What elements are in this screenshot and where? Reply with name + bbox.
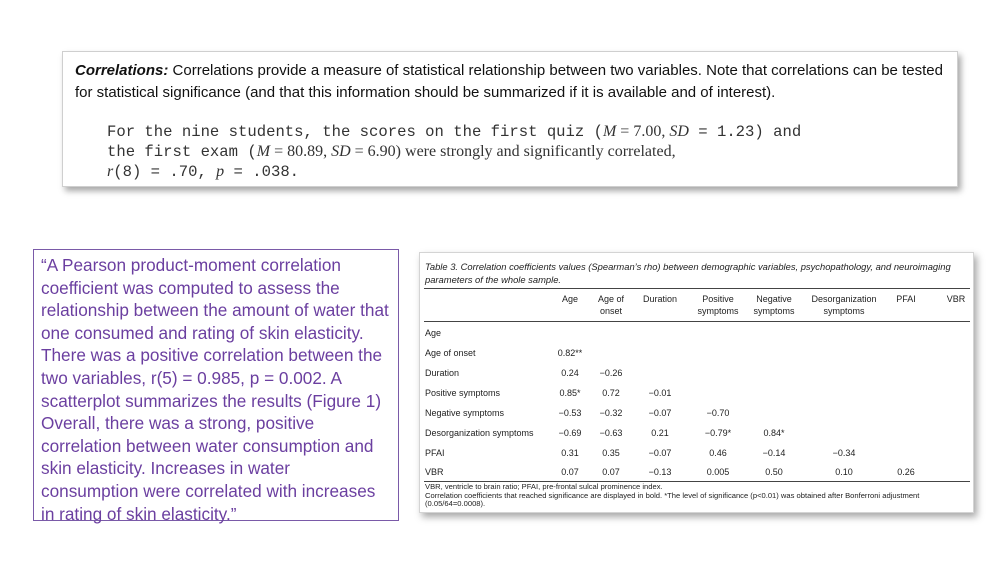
table-cell: 0.26 (897, 467, 915, 477)
table-cell: 0.84* (763, 428, 785, 438)
table-row-label: Negative symptoms (425, 408, 505, 418)
table-header-6: PFAI (896, 294, 916, 304)
table-footnote-abbrev: VBR, ventricle to brain ratio; PFAI, pre-frontal sulcal prominence index. (425, 482, 663, 491)
table-cell: −0.32 (599, 408, 623, 418)
table-cell: 0.005 (706, 467, 730, 477)
table-cell: −0.70 (706, 408, 730, 418)
table-cell: −0.79* (704, 428, 732, 438)
table-cell: −0.14 (762, 448, 786, 458)
table-cell: 0.46 (709, 448, 727, 458)
table-cell: −0.07 (648, 408, 672, 418)
table-cell: −0.69 (558, 428, 582, 438)
example-line-3: r(8) = .70, p = .038. (107, 163, 300, 181)
table-cell: −0.53 (558, 408, 582, 418)
table-row-label: Age of onset (425, 348, 476, 358)
table-cell: −0.63 (599, 428, 623, 438)
table-footnote-significance: Correlation coefficients that reached significance are displayed in bold. *The level of significance (p<0.01) was obtained after Bonferroni adjustment (425, 490, 920, 500)
table-row-label: VBR (425, 467, 444, 477)
table-cell: 0.24 (561, 368, 579, 378)
table-cell: 0.72 (602, 388, 620, 398)
table-cell: 0.35 (602, 448, 620, 458)
table-cell: 0.07 (561, 467, 579, 477)
table-cell: 0.10 (835, 467, 853, 477)
table-header-5: Desorganization symptoms (811, 294, 877, 316)
table-cell: 0.31 (561, 448, 579, 458)
table-cell: −0.13 (648, 467, 672, 477)
table-cell: −0.07 (648, 448, 672, 458)
apa-example-sentence (107, 122, 947, 182)
table-row-label: Positive symptoms (425, 388, 501, 398)
table-header-7: VBR (946, 294, 966, 304)
table-header-3: Positive symptoms (697, 294, 739, 316)
table-cell: −0.34 (832, 448, 856, 458)
table-caption: Table 3. Correlation coefficients values (Spearman’s rho) between demographic variables, psychopathology, and neuroimaging parameters of the whole sample. (425, 261, 951, 285)
table-cell: 0.07 (602, 467, 620, 477)
table-footnote-bonferroni: (0.05/64=0.0008). (425, 499, 486, 508)
table-top-rule (424, 288, 970, 289)
table-row-label: Desorganization symptoms (425, 428, 534, 438)
table-header-1: Age of onset (597, 294, 625, 316)
table-cell: 0.85* (559, 388, 581, 398)
table-cell: 0.50 (765, 467, 783, 477)
correlation-table (419, 252, 974, 513)
table-row-label: Duration (425, 368, 460, 378)
table-header-rule (424, 321, 970, 322)
example-line-2: the first exam (M = 80.89, SD = 6.90) were strongly and significantly correlated, (107, 143, 676, 161)
table-cell: 0.82** (557, 348, 583, 358)
correlations-description: Correlations: Correlations provide a measure of statistical relationship between two variables. Note that correlations can be tested for statistical significance (and that this information should be summarized if it is available and of interest). (75, 62, 943, 101)
example-line-1: For the nine students, the scores on the first quiz (M = 7.00, SD = 1.23) and (107, 123, 802, 141)
table-cell: 0.21 (651, 428, 669, 438)
table-header-0: Age (561, 294, 579, 304)
table-row-label: PFAI (425, 448, 445, 458)
apa-correlation-example-box (62, 51, 958, 187)
correlations-heading: Correlations: (75, 62, 169, 79)
table-row-label: Age (425, 328, 442, 338)
table-cell: −0.01 (648, 388, 672, 398)
table-cell: −0.26 (599, 368, 623, 378)
table-header-4: Negative symptoms (753, 294, 795, 316)
pearson-correlation-quote: “A Pearson product-moment correlation coefficient was computed to assess the relationship between the amount of water that one consumed and rating of skin elasticity. There was a positive correlation between the two variables, r(5) = 0.985, p = 0.002. A scatterplot summarizes the results (Figure 1) Overall, there was a strong, positive correlation between water consumption and skin elasticity. Increases in water consumption were correlated with increases in rating of skin elasticity.” (33, 249, 399, 521)
table-header-2: Duration (642, 294, 678, 304)
